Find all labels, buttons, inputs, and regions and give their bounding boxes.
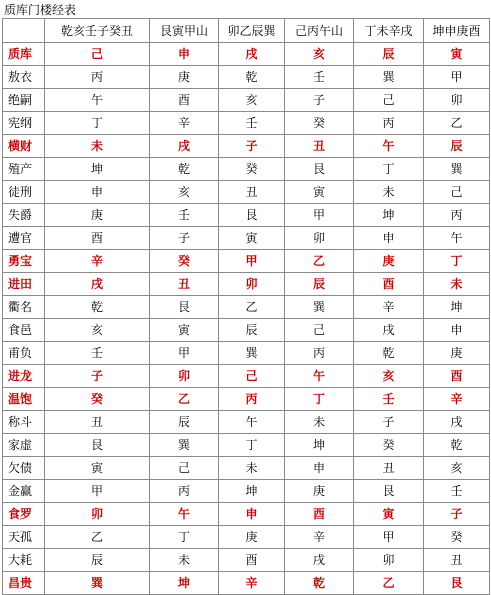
table-cell: 癸 — [424, 526, 490, 549]
table-cell: 庚 — [285, 480, 354, 503]
table-cell: 申 — [150, 43, 219, 66]
table-cell: 甲 — [354, 526, 424, 549]
table-cell: 壬 — [150, 204, 219, 227]
row-label: 宪纲 — [3, 112, 45, 135]
table-cell: 乾 — [424, 434, 490, 457]
row-label: 欠债 — [3, 457, 45, 480]
table-cell: 辛 — [219, 572, 285, 595]
table-cell: 艮 — [424, 572, 490, 595]
table-cell: 坤 — [150, 572, 219, 595]
table-cell: 辰 — [354, 43, 424, 66]
table-cell: 坤 — [285, 434, 354, 457]
table-cell: 丁 — [45, 112, 150, 135]
table-cell: 卯 — [285, 227, 354, 250]
table-cell: 乙 — [285, 250, 354, 273]
table-cell: 辛 — [150, 112, 219, 135]
row-label: 昌贵 — [3, 572, 45, 595]
table-cell: 巽 — [285, 296, 354, 319]
table-cell: 坤 — [354, 204, 424, 227]
table-cell: 坤 — [45, 158, 150, 181]
table-cell: 午 — [150, 503, 219, 526]
table-cell: 辰 — [424, 135, 490, 158]
table-cell: 酉 — [150, 89, 219, 112]
table-cell: 戌 — [424, 411, 490, 434]
table-cell: 未 — [354, 181, 424, 204]
table-cell: 丁 — [219, 434, 285, 457]
row-label: 甫负 — [3, 342, 45, 365]
table-row — [3, 457, 490, 480]
table-cell: 丑 — [219, 181, 285, 204]
table-cell: 辛 — [354, 296, 424, 319]
table-cell: 申 — [219, 503, 285, 526]
row-label: 勇宝 — [3, 250, 45, 273]
table-cell: 癸 — [150, 250, 219, 273]
row-label: 进田 — [3, 273, 45, 296]
table-cell: 乾 — [45, 296, 150, 319]
row-label: 遭官 — [3, 227, 45, 250]
table-cell: 酉 — [424, 365, 490, 388]
row-label: 进龙 — [3, 365, 45, 388]
jing-table — [2, 18, 490, 595]
table-cell: 戌 — [150, 135, 219, 158]
table-cell: 未 — [219, 457, 285, 480]
table-row — [3, 273, 490, 296]
row-label: 徒刑 — [3, 181, 45, 204]
table-row — [3, 296, 490, 319]
table-cell: 艮 — [219, 204, 285, 227]
table-cell: 酉 — [354, 273, 424, 296]
table-cell: 丑 — [424, 549, 490, 572]
table-cell: 丙 — [424, 204, 490, 227]
table-cell: 巽 — [219, 342, 285, 365]
table-cell: 乾 — [150, 158, 219, 181]
page-title: 质库门楼经表 — [4, 3, 77, 17]
table-cell: 己 — [150, 457, 219, 480]
table-cell: 酉 — [45, 227, 150, 250]
table-cell: 巽 — [354, 66, 424, 89]
table-cell: 坤 — [219, 480, 285, 503]
table-row — [3, 204, 490, 227]
column-header: 丁未辛戌 — [354, 19, 424, 43]
table-cell: 丑 — [354, 457, 424, 480]
table-cell: 巽 — [45, 572, 150, 595]
column-header: 艮寅甲山 — [150, 19, 219, 43]
table-row — [3, 227, 490, 250]
table-cell: 艮 — [285, 158, 354, 181]
table-row — [3, 503, 490, 526]
row-label: 食邑 — [3, 319, 45, 342]
table-cell: 卯 — [45, 503, 150, 526]
table-cell: 亥 — [285, 43, 354, 66]
table-cell: 乙 — [45, 526, 150, 549]
table-cell: 巽 — [424, 158, 490, 181]
table-cell: 辰 — [219, 319, 285, 342]
table-row — [3, 365, 490, 388]
row-label: 大耗 — [3, 549, 45, 572]
table-cell: 己 — [45, 43, 150, 66]
table-row — [3, 319, 490, 342]
table-cell: 辛 — [45, 250, 150, 273]
table-row — [3, 158, 490, 181]
table-row — [3, 181, 490, 204]
table-cell: 巽 — [150, 434, 219, 457]
table-cell: 卯 — [150, 365, 219, 388]
table-cell: 己 — [424, 181, 490, 204]
table-cell: 甲 — [150, 342, 219, 365]
table-cell: 丁 — [424, 250, 490, 273]
table-row — [3, 43, 490, 66]
table-cell: 午 — [285, 365, 354, 388]
table-row — [3, 342, 490, 365]
table-cell: 戌 — [285, 549, 354, 572]
table-cell: 卯 — [219, 273, 285, 296]
table-cell: 乾 — [354, 342, 424, 365]
table-row — [3, 480, 490, 503]
table-row — [3, 572, 490, 595]
table-cell: 庚 — [45, 204, 150, 227]
table-cell: 丙 — [285, 342, 354, 365]
table-cell: 申 — [354, 227, 424, 250]
table-cell: 庚 — [219, 526, 285, 549]
row-label: 天孤 — [3, 526, 45, 549]
table-cell: 子 — [285, 89, 354, 112]
column-header: 乾亥壬子癸丑 — [45, 19, 150, 43]
table-cell: 己 — [354, 89, 424, 112]
table-cell: 甲 — [219, 250, 285, 273]
table-cell: 丑 — [150, 273, 219, 296]
table-cell: 寅 — [424, 43, 490, 66]
table-cell: 壬 — [285, 66, 354, 89]
table-cell: 壬 — [219, 112, 285, 135]
table-cell: 辛 — [424, 388, 490, 411]
row-label: 敖衣 — [3, 66, 45, 89]
row-label: 绝嗣 — [3, 89, 45, 112]
table-cell: 未 — [285, 411, 354, 434]
table-row — [3, 388, 490, 411]
table-cell: 艮 — [354, 480, 424, 503]
table-row — [3, 66, 490, 89]
column-header: 坤申庚酉 — [424, 19, 490, 43]
table-cell: 丁 — [285, 388, 354, 411]
table-cell: 申 — [424, 319, 490, 342]
table-cell: 亥 — [150, 181, 219, 204]
table-cell: 乙 — [424, 112, 490, 135]
table-cell: 亥 — [354, 365, 424, 388]
table-cell: 未 — [45, 135, 150, 158]
table-body — [3, 43, 490, 595]
column-header: 己丙午山 — [285, 19, 354, 43]
table-cell: 戌 — [219, 43, 285, 66]
table-row — [3, 135, 490, 158]
table-row — [3, 411, 490, 434]
table-cell: 庚 — [424, 342, 490, 365]
table-cell: 丑 — [285, 135, 354, 158]
table-cell: 午 — [424, 227, 490, 250]
table-cell: 乙 — [354, 572, 424, 595]
table-cell: 午 — [219, 411, 285, 434]
table-row — [3, 549, 490, 572]
table-cell: 申 — [285, 457, 354, 480]
table-cell: 壬 — [45, 342, 150, 365]
header-corner — [3, 19, 45, 43]
table-cell: 寅 — [219, 227, 285, 250]
table-cell: 寅 — [285, 181, 354, 204]
table-row — [3, 89, 490, 112]
table-cell: 戌 — [45, 273, 150, 296]
row-label: 食罗 — [3, 503, 45, 526]
table-cell: 癸 — [45, 388, 150, 411]
table-row — [3, 112, 490, 135]
table-cell: 午 — [45, 89, 150, 112]
table-cell: 亥 — [424, 457, 490, 480]
column-header: 卯乙辰巽 — [219, 19, 285, 43]
table-cell: 申 — [45, 181, 150, 204]
table-cell: 壬 — [354, 388, 424, 411]
table-cell: 戌 — [354, 319, 424, 342]
table-cell: 未 — [424, 273, 490, 296]
table-cell: 己 — [219, 365, 285, 388]
table-cell: 艮 — [45, 434, 150, 457]
table-cell: 癸 — [285, 112, 354, 135]
header-row — [3, 19, 490, 43]
table-cell: 庚 — [354, 250, 424, 273]
table-cell: 寅 — [45, 457, 150, 480]
row-label: 温饱 — [3, 388, 45, 411]
table-cell: 乙 — [219, 296, 285, 319]
row-label: 失爵 — [3, 204, 45, 227]
table-cell: 己 — [285, 319, 354, 342]
table-cell: 坤 — [424, 296, 490, 319]
table-cell: 甲 — [424, 66, 490, 89]
row-label: 称斗 — [3, 411, 45, 434]
table-cell: 子 — [219, 135, 285, 158]
table-row — [3, 526, 490, 549]
table-cell: 亥 — [45, 319, 150, 342]
table-cell: 乾 — [219, 66, 285, 89]
table-cell: 未 — [150, 549, 219, 572]
table-cell: 辰 — [150, 411, 219, 434]
table-cell: 寅 — [354, 503, 424, 526]
table-cell: 卯 — [354, 549, 424, 572]
table-cell: 子 — [424, 503, 490, 526]
table-cell: 子 — [150, 227, 219, 250]
table-cell: 子 — [45, 365, 150, 388]
table-cell: 卯 — [424, 89, 490, 112]
table-cell: 辰 — [45, 549, 150, 572]
table-cell: 艮 — [150, 296, 219, 319]
table-cell: 丁 — [150, 526, 219, 549]
table-cell: 午 — [354, 135, 424, 158]
table-cell: 癸 — [354, 434, 424, 457]
table-cell: 辰 — [285, 273, 354, 296]
table-cell: 丙 — [354, 112, 424, 135]
table-cell: 酉 — [219, 549, 285, 572]
table-cell: 丑 — [45, 411, 150, 434]
table-row — [3, 434, 490, 457]
table-cell: 甲 — [285, 204, 354, 227]
row-label: 殖产 — [3, 158, 45, 181]
row-label: 质库 — [3, 43, 45, 66]
row-label: 家虚 — [3, 434, 45, 457]
row-label: 横财 — [3, 135, 45, 158]
table-cell: 丁 — [354, 158, 424, 181]
table-cell: 子 — [354, 411, 424, 434]
row-label: 金赢 — [3, 480, 45, 503]
table-cell: 壬 — [424, 480, 490, 503]
table-cell: 甲 — [45, 480, 150, 503]
table-row — [3, 250, 490, 273]
table-cell: 酉 — [285, 503, 354, 526]
table-cell: 乾 — [285, 572, 354, 595]
table-cell: 丙 — [219, 388, 285, 411]
table-cell: 癸 — [219, 158, 285, 181]
table-cell: 寅 — [150, 319, 219, 342]
table-cell: 乙 — [150, 388, 219, 411]
table-cell: 亥 — [219, 89, 285, 112]
table-cell: 丙 — [150, 480, 219, 503]
table-cell: 辛 — [285, 526, 354, 549]
table-cell: 丙 — [45, 66, 150, 89]
row-label: 衢名 — [3, 296, 45, 319]
table-cell: 庚 — [150, 66, 219, 89]
